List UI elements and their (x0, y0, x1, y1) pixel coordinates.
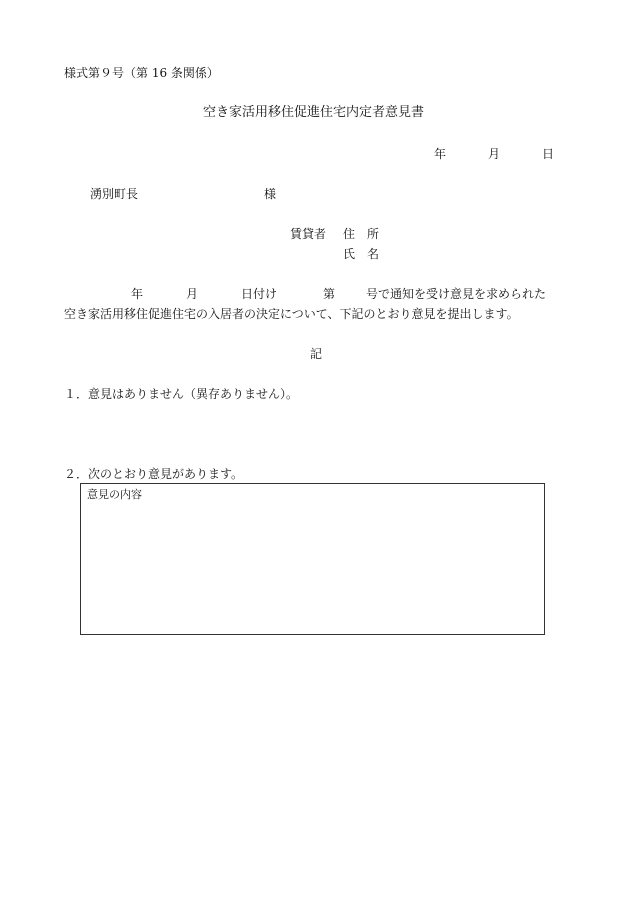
document-title: 空き家活用移住促進住宅内定者意見書 (203, 105, 425, 120)
sender-role: 賃貸者 (290, 227, 327, 241)
body-day-suffix: 日付け (241, 287, 278, 301)
addressee-name: 湧別町長 (90, 187, 139, 201)
date-month-label: 月 (488, 147, 501, 161)
option-has-opinion: ２．次のとおり意見があります。 (64, 467, 244, 481)
sender-name-label: 氏 名 (343, 247, 380, 261)
sender-address-label: 住 所 (343, 227, 380, 241)
form-number: 様式第９号（第 16 条関係） (64, 66, 219, 80)
opinion-content-box (80, 483, 545, 635)
body-year: 年 (131, 287, 144, 301)
date-year-label: 年 (434, 147, 447, 161)
body-line2: 空き家活用移住促進住宅の入居者の決定について、下記のとおり意見を提出します。 (64, 307, 519, 321)
ki-heading: 記 (310, 347, 323, 361)
body-line1-tail: 号で通知を受け意見を求められた (366, 287, 547, 301)
option-no-opinion: １．意見はありません（異存ありません）。 (64, 387, 299, 401)
date-day-label: 日 (542, 147, 555, 161)
addressee-honorific: 様 (264, 187, 277, 201)
body-number-prefix: 第 (323, 287, 336, 301)
opinion-content-label: 意見の内容 (87, 488, 142, 501)
body-month: 月 (186, 287, 199, 301)
